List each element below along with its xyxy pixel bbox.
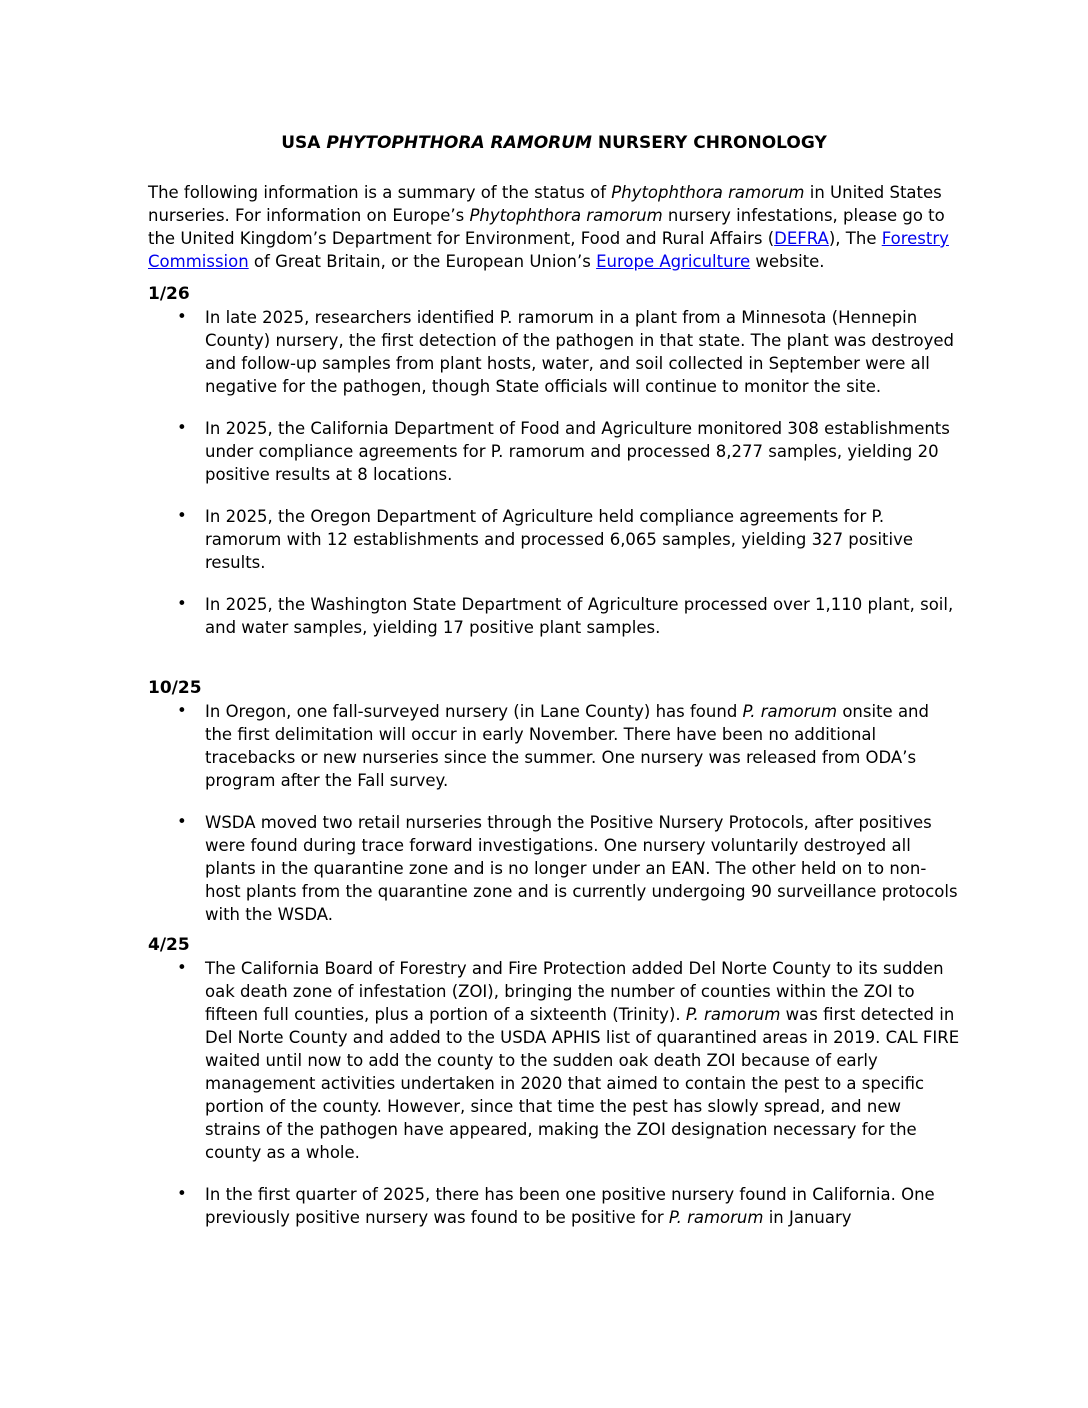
text-run: onsite and the first delimitation will occur in early November. There have been no additional tracebacks or new nurseries since the summer. One nursery was released from ODA’s program after the Fall survey. xyxy=(205,702,929,790)
text-run: In 2025, the California Department of Food and Agriculture monitored 308 establishments under compliance agreements for P. ramorum and processed 8,277 samples, yielding 20 positive results at 8 locations. xyxy=(205,419,950,484)
text-run: in United States nurseries. For information on Europe’s xyxy=(148,183,942,225)
text-run: In 2025, the Oregon Department of Agriculture held compliance agreements for P. ramorum with 12 establishments and processed 6,065 samples, yielding 327 positive results. xyxy=(205,507,914,572)
text-run: The following information is a summary of the status of xyxy=(148,183,612,202)
list-item xyxy=(148,505,960,574)
bullet-icon: • xyxy=(177,418,187,437)
bullet-icon: • xyxy=(177,1184,187,1203)
bullet-icon: • xyxy=(177,506,187,525)
defra-link[interactable]: DEFRA xyxy=(774,229,829,248)
list-item-text xyxy=(205,1185,935,1227)
list-item-text xyxy=(205,813,958,924)
text-run: In Oregon, one fall-surveyed nursery (in Lane County) has found xyxy=(205,702,743,721)
list-item xyxy=(148,417,960,486)
list-item-text xyxy=(205,308,954,396)
list-item xyxy=(148,700,960,792)
section-10-25 xyxy=(148,677,960,926)
section-1-26 xyxy=(148,283,960,639)
text-run: website. xyxy=(750,252,825,271)
chronology-sections xyxy=(148,283,960,1229)
list-item-text xyxy=(205,702,929,790)
text-run: WSDA moved two retail nurseries through the Positive Nursery Protocols, after positives were found during trace forward investigations. One nursery voluntarily destroyed all plants in the quarantine zone and is no longer under an EAN. The other held on to non-host plants from the quarantine zone and is currently undergoing 90 surveillance protocols with the WSDA. xyxy=(205,813,958,924)
list-item xyxy=(148,957,960,1164)
intro-paragraph xyxy=(148,181,960,273)
title-pre: USA xyxy=(281,133,327,153)
text-run: In the first quarter of 2025, there has been one positive nursery found in California. One previously positive nursery was found to be positive for xyxy=(205,1185,935,1227)
italic-text-run: P. ramorum xyxy=(742,702,838,721)
text-run: ), The xyxy=(828,229,882,248)
bullet-icon: • xyxy=(177,594,187,613)
text-run: of Great Britain, or the European Union’s xyxy=(248,252,597,271)
bullet-icon: • xyxy=(177,701,187,720)
section-4-25 xyxy=(148,934,960,1229)
text-run: nursery infestations, please go to the United Kingdom’s Department for Environment, Food and Rural Affairs ( xyxy=(148,206,945,248)
list-item-text xyxy=(205,959,959,1162)
text-run: was first detected in Del Norte County and added to the USDA APHIS list of quarantined areas in 2019. CAL FIRE waited until now to add the county to the sudden oak death ZOI because of early management activities undertaken in 2020 that aimed to contain the pest to a specific portion of the county. However, since that time the pest has slowly spread, and new strains of the pathogen have appeared, making the ZOI designation necessary for the county as a whole. xyxy=(205,1005,960,1162)
bullet-icon: • xyxy=(177,958,187,977)
text-run: The California Board of Forestry and Fire Protection added Del Norte County to its sudden oak death zone of infestation (ZOI), bringing the number of counties within the ZOI to fifteen full counties, plus a portion of a sixteenth (Trinity). xyxy=(205,959,944,1024)
list-item-text xyxy=(205,419,950,484)
list-item-text xyxy=(205,595,953,637)
bullet-icon: • xyxy=(177,812,187,831)
title-post: NURSERY CHRONOLOGY xyxy=(591,133,827,153)
text-run: In 2025, the Washington State Department of Agriculture processed over 1,110 plant, soil, and water samples, yielding 17 positive plant samples. xyxy=(205,595,954,637)
section-date-heading: 4/25 xyxy=(148,935,190,955)
list-item-text xyxy=(205,507,913,572)
italic-text-run: Phytophthora ramorum xyxy=(611,183,805,202)
list-item xyxy=(148,306,960,398)
list-item xyxy=(148,1183,960,1229)
text-run: In late 2025, researchers identified P. ramorum in a plant from a Minnesota (Hennepin County) nursery, the first detection of the pathogen in that state. The plant was destroyed and follow-up samples from plant hosts, water, and soil collected in September were all negative for the pathogen, though State officials will continue to monitor the site. xyxy=(205,308,954,396)
section-date-heading: 1/26 xyxy=(148,284,190,304)
italic-text-run: P. ramorum xyxy=(668,1208,764,1227)
list-item xyxy=(148,593,960,639)
title-species-italic: PHYTOPHTHORA RAMORUM xyxy=(326,133,592,153)
europe-agriculture-link[interactable]: Europe Agriculture xyxy=(596,252,751,271)
italic-text-run: Phytophthora ramorum xyxy=(469,206,663,225)
section-date-heading: 10/25 xyxy=(148,678,202,698)
text-run: in January xyxy=(763,1208,852,1227)
italic-text-run: P. ramorum xyxy=(685,1005,781,1024)
forestry-commission-link[interactable]: Forestry Commission xyxy=(148,229,949,271)
document-title xyxy=(148,132,960,155)
bullet-icon: • xyxy=(177,307,187,326)
list-item xyxy=(148,811,960,926)
